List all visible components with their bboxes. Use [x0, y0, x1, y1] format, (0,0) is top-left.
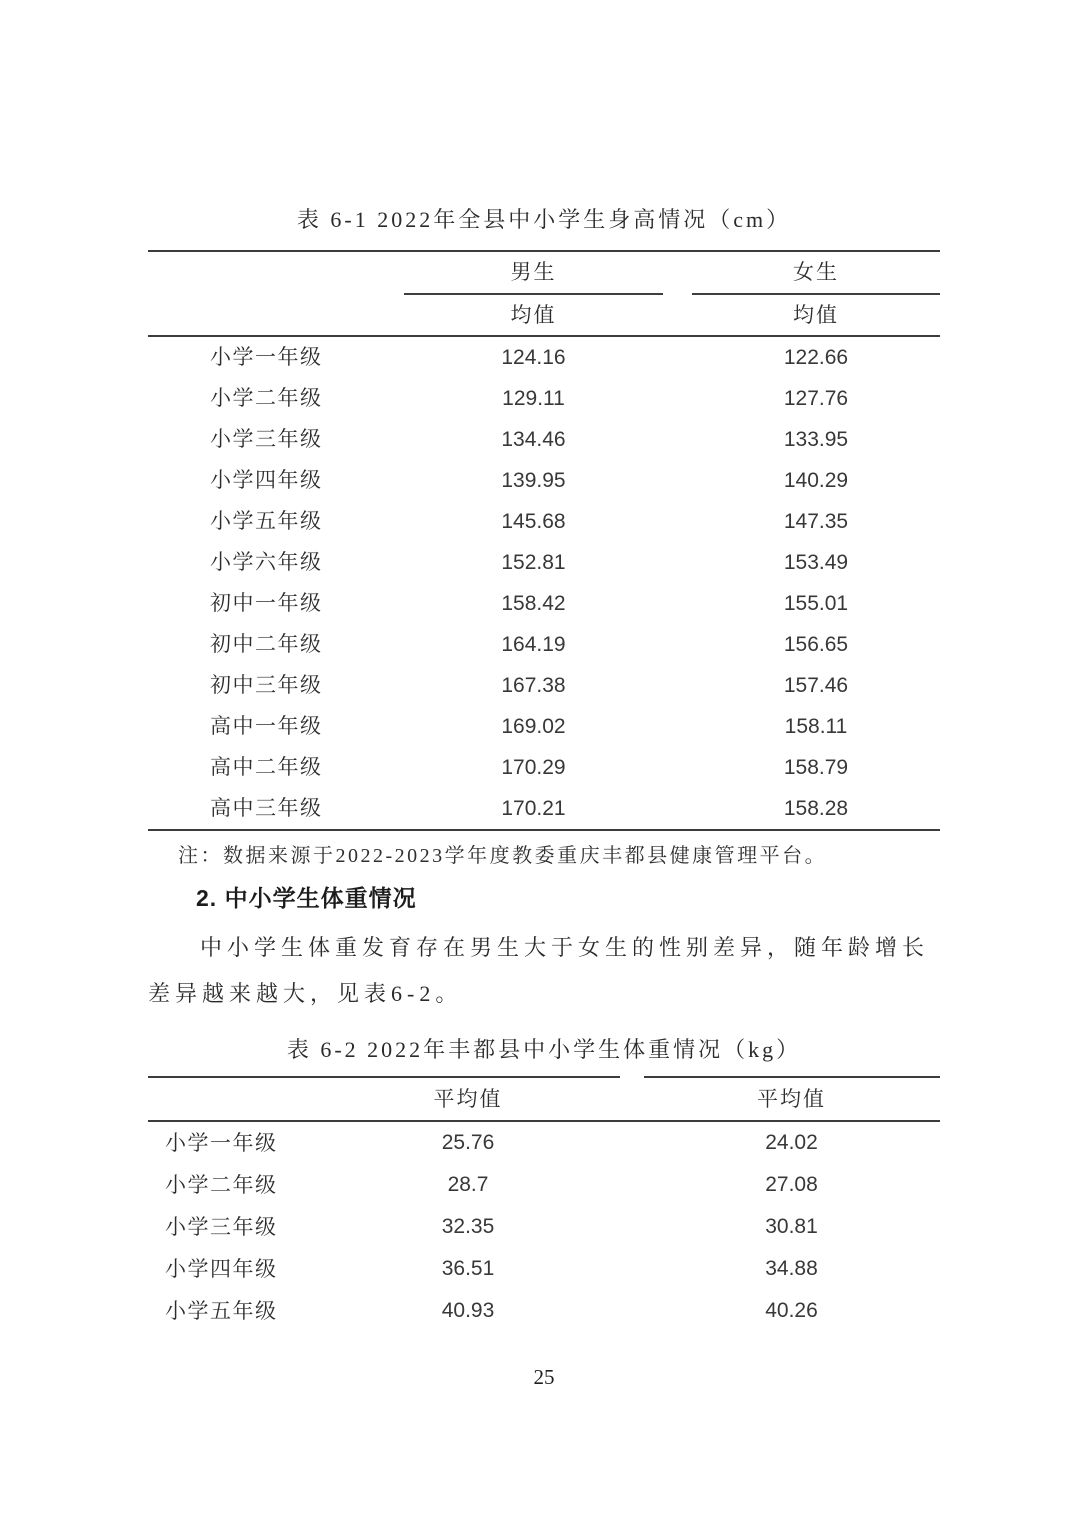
- table-row: [148, 583, 940, 624]
- column-gap: [663, 706, 692, 747]
- table-row: [148, 501, 940, 542]
- male-value-cell: 134.46: [501, 428, 566, 451]
- male-value-cell: 25.76: [441, 1131, 495, 1154]
- column-gap: [596, 1122, 643, 1164]
- female-value-cell: 24.02: [765, 1131, 818, 1154]
- paragraph-line-1: 中小学生体重发育存在男生大于女生的性别差异，随年龄增长: [200, 935, 930, 960]
- column-gap: [663, 747, 692, 788]
- header-female-average: 平均值: [757, 1087, 826, 1111]
- table-row: [148, 665, 940, 706]
- row-label: 小学四年级: [165, 1257, 278, 1281]
- row-label: 小学一年级: [210, 345, 323, 369]
- table-6-1-group-header-row: [148, 252, 940, 293]
- male-value-cell: 36.51: [441, 1257, 495, 1280]
- page-content: [148, 0, 940, 1390]
- female-value-cell: 30.81: [765, 1215, 818, 1238]
- row-label: 初中二年级: [210, 632, 323, 656]
- row-label: 初中一年级: [210, 591, 323, 615]
- column-gap: [663, 295, 692, 335]
- table-6-2: [148, 1076, 940, 1332]
- column-gap: [663, 624, 692, 665]
- row-label: 高中二年级: [210, 755, 323, 779]
- group-header-male: 男生: [510, 260, 557, 284]
- table-row: [148, 542, 940, 583]
- table-row: [148, 337, 940, 378]
- paragraph-line-2: 差异越来越大，见表6-2。: [148, 981, 463, 1006]
- empty-header-cell: [148, 295, 404, 335]
- female-value-cell: 155.01: [783, 592, 849, 615]
- column-gap: [596, 1078, 643, 1120]
- empty-header-cell: [148, 252, 404, 293]
- column-gap: [663, 501, 692, 542]
- table-row: [148, 788, 940, 829]
- table-row: [148, 624, 940, 665]
- column-gap: [663, 460, 692, 501]
- header-male-average: 平均值: [433, 1087, 503, 1111]
- row-label: 小学一年级: [165, 1131, 278, 1155]
- column-gap: [663, 788, 692, 829]
- row-label: 小学三年级: [165, 1215, 278, 1239]
- column-gap: [596, 1290, 643, 1332]
- table-row: [148, 1206, 940, 1248]
- row-label: 小学四年级: [210, 468, 323, 492]
- section-paragraph: [148, 925, 940, 1017]
- male-value-cell: 28.7: [447, 1173, 489, 1196]
- column-gap: [596, 1248, 643, 1290]
- table-6-1-bottom-rule: [148, 829, 940, 831]
- column-gap: [596, 1206, 643, 1248]
- female-value-cell: 34.88: [765, 1257, 818, 1280]
- table-row: [148, 747, 940, 788]
- male-value-cell: 139.95: [501, 469, 566, 492]
- male-value-cell: 169.02: [501, 715, 566, 738]
- table-6-1-title: 表 6-1 2022年全县中小学生身高情况（cm）: [296, 207, 792, 232]
- female-value-cell: 140.29: [783, 469, 849, 492]
- row-label: 小学五年级: [210, 509, 323, 533]
- table-row: [148, 706, 940, 747]
- female-value-cell: 158.79: [783, 756, 849, 779]
- column-gap: [663, 378, 692, 419]
- row-label: 小学三年级: [210, 427, 323, 451]
- table-6-2-header-row: [148, 1078, 940, 1120]
- table-6-1: [148, 250, 940, 831]
- table-row: [148, 1122, 940, 1164]
- male-value-cell: 40.93: [441, 1299, 495, 1322]
- table-row: [148, 460, 940, 501]
- female-value-cell: 158.28: [783, 797, 849, 820]
- male-value-cell: 164.19: [501, 633, 566, 656]
- column-gap: [596, 1164, 643, 1206]
- female-value-cell: 156.65: [783, 633, 849, 656]
- group-header-female: 女生: [793, 260, 839, 284]
- table-row: [148, 378, 940, 419]
- column-gap: [663, 665, 692, 706]
- row-label: 高中三年级: [210, 796, 323, 820]
- row-label: 小学六年级: [210, 550, 323, 574]
- female-value-cell: 158.11: [784, 715, 848, 738]
- section-heading: 2. 中小学生体重情况: [196, 885, 417, 911]
- subheader-male-mean: 均值: [510, 303, 557, 327]
- row-label: 小学二年级: [210, 386, 323, 410]
- column-gap: [663, 337, 692, 378]
- row-label: 小学二年级: [165, 1173, 278, 1197]
- row-label: 初中三年级: [210, 673, 323, 697]
- table-row: [148, 1164, 940, 1206]
- male-value-cell: 32.35: [441, 1215, 495, 1238]
- column-gap: [663, 583, 692, 624]
- column-gap: [663, 542, 692, 583]
- male-value-cell: 129.11: [502, 387, 565, 410]
- female-value-cell: 40.26: [765, 1299, 818, 1322]
- page-number: 25: [533, 1365, 555, 1389]
- table-row: [148, 1248, 940, 1290]
- female-value-cell: 127.76: [783, 387, 849, 410]
- male-value-cell: 145.68: [501, 510, 566, 533]
- table-row: [148, 419, 940, 460]
- female-value-cell: 157.46: [783, 674, 849, 697]
- empty-header-cell: [148, 1078, 340, 1120]
- male-value-cell: 167.38: [501, 674, 566, 697]
- female-value-cell: 122.66: [783, 346, 849, 369]
- table-6-1-subheader-row: [148, 295, 940, 335]
- male-value-cell: 170.21: [501, 797, 566, 820]
- female-value-cell: 27.08: [765, 1173, 818, 1196]
- table-6-2-title: 表 6-2 2022年丰都县中小学生体重情况（kg）: [286, 1037, 802, 1062]
- male-value-cell: 152.81: [501, 551, 566, 574]
- table-row: [148, 1290, 940, 1332]
- male-value-cell: 170.29: [501, 756, 566, 779]
- table-6-2-body: [148, 1122, 940, 1332]
- male-value-cell: 158.42: [501, 592, 566, 615]
- female-value-cell: 153.49: [783, 551, 849, 574]
- table-6-1-note: 注：数据来源于2022-2023学年度教委重庆丰都县健康管理平台。: [178, 845, 828, 867]
- male-value-cell: 124.16: [501, 346, 566, 369]
- column-gap: [663, 419, 692, 460]
- row-label: 小学五年级: [165, 1299, 278, 1323]
- table-6-1-body: [148, 337, 940, 829]
- subheader-female-mean: 均值: [793, 303, 839, 327]
- row-label: 高中一年级: [210, 714, 323, 738]
- column-gap: [663, 252, 692, 293]
- female-value-cell: 133.95: [783, 428, 849, 451]
- female-value-cell: 147.35: [783, 510, 849, 533]
